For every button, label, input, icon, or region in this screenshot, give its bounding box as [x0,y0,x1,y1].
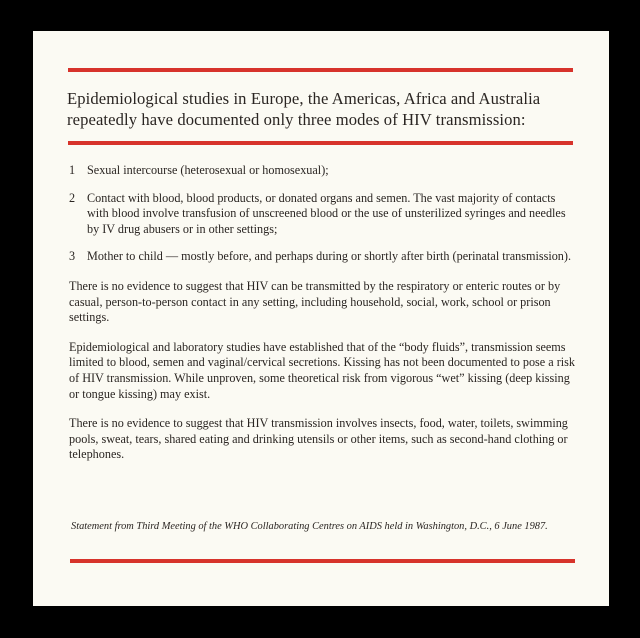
list-item-text: Sexual intercourse (heterosexual or homosexual); [87,163,329,177]
list-item [69,163,575,179]
bottom-divider-rule [70,559,575,563]
source-note: Statement from Third Meeting of the WHO Collaborating Centres on AIDS held in Washington, D.C., 6 June 1987. [71,521,548,532]
document-page [33,31,609,606]
paragraph-casual-contact: There is no evidence to suggest that HIV can be transmitted by the respiratory or enteric routes or by casual, person-to-person contact in any setting, including household, social, work, school or prison settings. [69,278,561,325]
top-divider-rule [68,68,573,72]
list-item [69,191,575,238]
list-item-text: Mother to child — mostly before, and perhaps during or shortly after birth (perinatal transmission). [87,249,572,264]
paragraph-other-routes: There is no evidence to suggest that HIV transmission involves insects, food, water, toilets, swimming pools, sweat, tears, shared eating and drinking utensils or other items, such as second-hand clothing or telephones. [69,416,568,462]
list-item [69,249,575,265]
list-item-text: Contact with blood, blood products, or donated organs and semen. The vast majority of contacts with blood involve transfusion of unscreened blood or the use of unsterilized syringes and needles by IV drug abusers or in other settings; [87,190,566,236]
page-heading: Epidemiological studies in Europe, the Americas, Africa and Australia repeatedly have documented only three modes of HIV transmission: [67,89,541,129]
list-item-number: 2 [69,190,76,205]
list-item-number: 1 [69,163,76,177]
list-item-number: 3 [69,249,76,264]
heading-divider-rule [68,141,573,145]
document-body [69,163,575,477]
paragraph-body-fluids: Epidemiological and laboratory studies have established that of the “body fluids”, transmission seems limited to blood, semen and vaginal/cervical secretions. Kissing has not been documented to pose a risk of HIV transmission. While unproven, some theoretical risk from vigorous “wet” kissing (deep kissing or tongue kissing) may exist. [69,339,575,401]
